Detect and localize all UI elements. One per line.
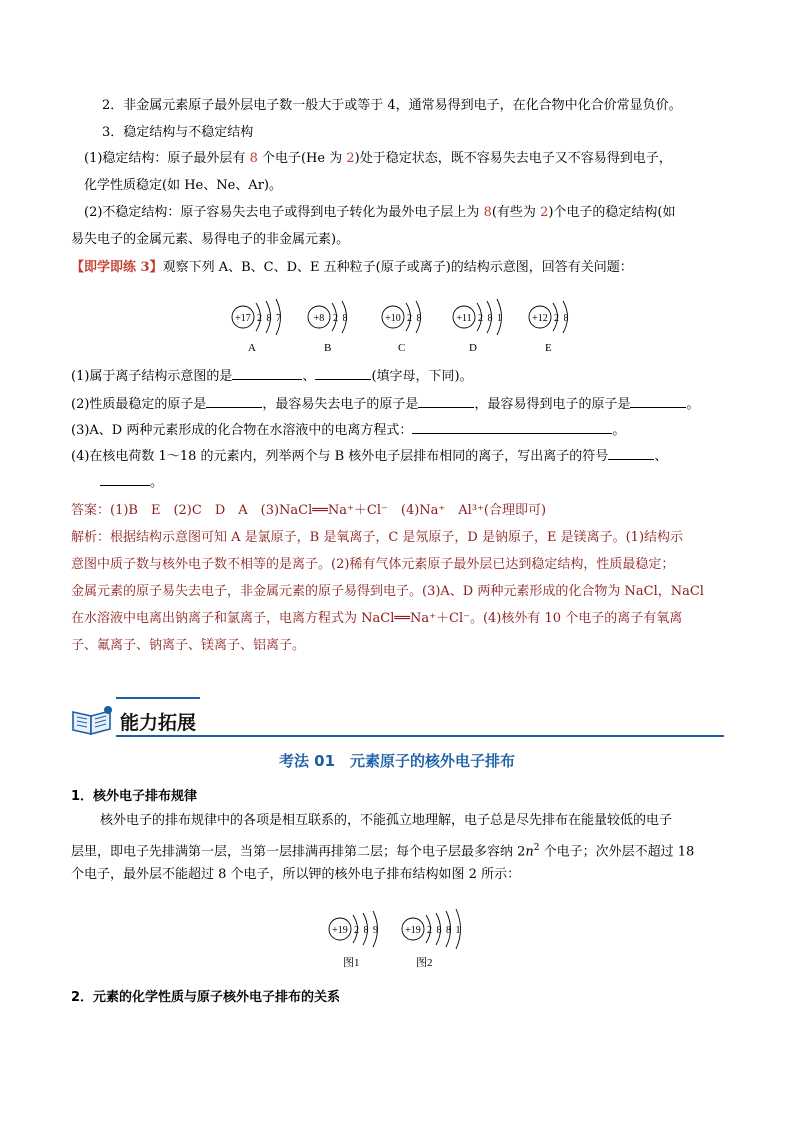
subheading: 1．核外电子排布规律 xyxy=(71,789,198,804)
question-3 xyxy=(71,420,625,440)
diagram-label: D xyxy=(469,342,477,354)
answer-line: 答案：(1)B E (2)C D A (3)NaCl══Na⁺＋Cl⁻ (4)Na⁺ Al³⁺(合理即可) xyxy=(71,503,547,518)
stable-structure-line xyxy=(84,150,672,168)
answer-blank[interactable] xyxy=(608,446,654,460)
nucleus-charge: +12 xyxy=(532,313,548,324)
superscript: 2 xyxy=(533,843,540,853)
shell-electrons: 2 8 xyxy=(554,313,570,324)
text-span: (1)属于离子结构示意图的是 xyxy=(71,369,233,384)
question-1 xyxy=(71,366,473,386)
atom-diagram xyxy=(380,294,460,344)
answer-blank[interactable] xyxy=(100,472,150,486)
shell-electrons: 2 8 7 xyxy=(257,313,282,324)
text-span: 个电子；次外层不超过 18 xyxy=(539,844,695,860)
analysis-line: 意图中质子数与核外电子数不相等的是离子。(2)稀有气体元素原子最外层已达到稳定结构，性质最稳定； xyxy=(71,557,675,572)
highlight-number: 2 xyxy=(540,205,549,220)
shell-electrons: 2 8 xyxy=(333,313,349,324)
question-2 xyxy=(71,394,699,414)
diagram-label: E xyxy=(545,342,552,354)
atom-diagram xyxy=(306,294,386,344)
answer-blank[interactable] xyxy=(232,366,302,380)
text-span: (2)性质最稳定的原子是 xyxy=(71,397,207,412)
text-span: 。 xyxy=(150,475,164,490)
highlight-number: 2 xyxy=(346,151,355,166)
diagram-label: 图2 xyxy=(416,957,433,969)
text-span: (3)A、D 两种元素形成的化合物在水溶液中的电离方程式： xyxy=(71,423,413,438)
highlight-number: 8 xyxy=(483,205,492,220)
text-span: )处于稳定状态，既不容易失去电子又不容易得到电子， xyxy=(354,151,672,166)
text-span: 。 xyxy=(612,423,626,438)
diagram-label: B xyxy=(324,342,332,354)
book-icon xyxy=(70,704,116,740)
nucleus-charge: +10 xyxy=(385,313,401,324)
text-span: (填字母，下同)。 xyxy=(371,369,473,384)
atom-diagram xyxy=(400,906,508,956)
diagram-label: 图1 xyxy=(343,957,360,969)
text-span: (4)在核电荷数 1～18 的元素内，列举两个与 B 核外电子层排布相同的离子，写出离子的符号 xyxy=(71,449,609,464)
nucleus-charge: +11 xyxy=(456,313,472,324)
banner-bottom-rule xyxy=(116,735,724,737)
text-span: (2)不稳定结构：原子容易失去电子或得到电子转化为最外电子层上为 xyxy=(84,205,484,220)
section-title: 考法 01 元素原子的核外电子排布 xyxy=(278,752,516,770)
text-line: 化学性质稳定(如 He、Ne、Ar)。 xyxy=(84,178,282,193)
unstable-structure-line xyxy=(84,204,676,222)
answer-blank[interactable] xyxy=(315,366,371,380)
nucleus-charge: +19 xyxy=(405,925,421,936)
text-line xyxy=(71,839,694,861)
highlight-number: 8 xyxy=(249,151,258,166)
diagram-label: A xyxy=(248,342,256,354)
text-span: (1)稳定结构：原子最外层有 xyxy=(84,151,250,166)
text-line: 核外电子的排布规律中的各项是相互联系的，不能孤立地理解，电子总是尽先排布在能量较低的电子 xyxy=(100,813,673,828)
diagram-label: C xyxy=(398,342,406,354)
text-span: 。 xyxy=(686,397,700,412)
analysis-line: 解析：根据结构示意图可知 A 是氯原子，B 是氧离子，C 是氖原子，D 是钠原子，E 是镁离子。(1)结构示 xyxy=(71,530,684,545)
atom-diagram xyxy=(527,294,607,344)
text-line: 3．稳定结构与不稳定结构 xyxy=(102,125,254,140)
shell-electrons: 2 8 9 xyxy=(354,925,379,936)
text-span: ，最容易得到电子的原子是 xyxy=(474,397,631,412)
text-span: 、 xyxy=(302,369,316,384)
text-span: 层里，即电子先排满第一层，当第一层排满再排第二层；每个电子层最多容纳 2 xyxy=(71,844,526,860)
text-span: ，最容易失去电子的原子是 xyxy=(262,397,419,412)
text-span: (有些为 xyxy=(491,205,541,220)
italic-n: n xyxy=(525,844,534,860)
shell-electrons: 2 8 xyxy=(407,313,423,324)
banner-top-rule xyxy=(116,697,200,699)
section-banner xyxy=(70,696,724,740)
subheading: 2．元素的化学性质与原子核外电子排布的关系 xyxy=(71,990,341,1005)
question-4 xyxy=(71,446,667,466)
nucleus-charge: +17 xyxy=(235,313,251,324)
question-4-cont xyxy=(100,472,163,492)
text-line: 易失电子的金属元素、易得电子的非金属元素)。 xyxy=(71,232,350,247)
answer-blank[interactable] xyxy=(630,394,686,408)
practice-prompt xyxy=(71,259,633,277)
text-line: 2．非金属元素原子最外层电子数一般大于或等于 4，通常易得到电子，在化合物中化合价常显负价。 xyxy=(102,98,682,113)
practice-text: 观察下列 A、B、C、D、E 五种粒子(原子或离子)的结构示意图，回答有关问题： xyxy=(162,260,633,275)
answer-blank[interactable] xyxy=(412,420,612,434)
section-banner-title: 能力拓展 xyxy=(120,712,197,734)
answer-blank[interactable] xyxy=(206,394,262,408)
practice-tag: 【即学即练 3】 xyxy=(71,260,163,275)
text-line: 个电子，最外层不能超过 8 个电子，所以钾的核外电子排布结构如图 2 所示： xyxy=(71,867,521,882)
analysis-line: 在水溶液中电离出钠离子和氯离子，电离方程式为 NaCl══Na⁺＋Cl⁻。(4)核外有 10 个电子的离子有氧离 xyxy=(71,611,683,626)
answer-blank[interactable] xyxy=(418,394,474,408)
analysis-line: 金属元素的原子易失去电子，非金属元素的原子易得到电子。(3)A、D 两种元素形成的化合物为 NaCl，NaCl xyxy=(71,584,704,599)
shell-electrons: 2 8 1 xyxy=(478,313,503,324)
text-span: 个电子(He 为 xyxy=(257,151,347,166)
nucleus-charge: +8 xyxy=(313,313,325,324)
text-span: )个电子的稳定结构(如 xyxy=(548,205,676,220)
text-span: 、 xyxy=(654,449,668,464)
shell-electrons: 2 8 8 1 xyxy=(427,925,462,936)
analysis-line: 子、氟离子、钠离子、镁离子、铝离子。 xyxy=(71,638,306,653)
nucleus-charge: +19 xyxy=(332,925,348,936)
